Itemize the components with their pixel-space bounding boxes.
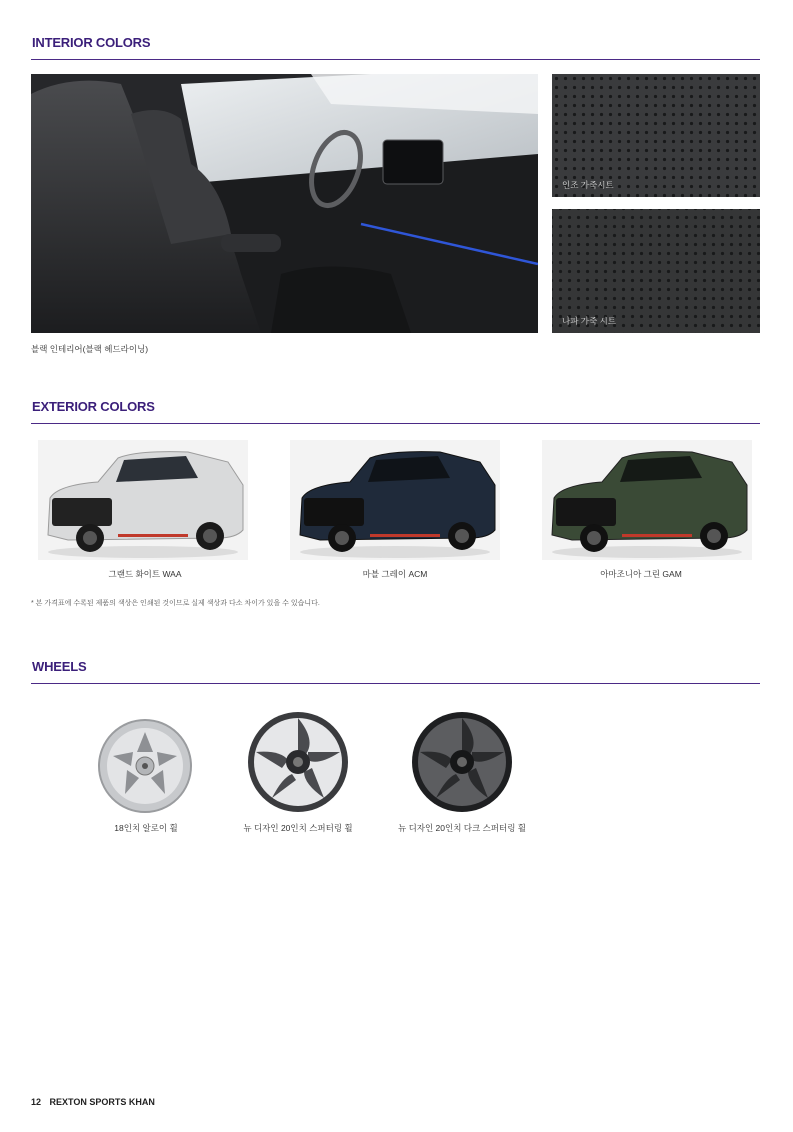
leather-swatch-synthetic [552, 74, 760, 197]
wheel-label: 뉴 디자인 20인치 다크 스퍼터링 휠 [397, 823, 527, 833]
swatch-label: 나파 가죽 시트 [562, 316, 616, 326]
car-image-white [38, 440, 248, 560]
color-disclaimer: * 본 가격표에 수록된 제품의 색상은 인쇄된 것이므로 실제 색상과 다소 차이가 있을 수 있습니다. [31, 600, 320, 607]
wheel-label: 18인치 알로이 휠 [114, 823, 178, 833]
page-number: 12 [31, 1097, 42, 1107]
exterior-divider [31, 423, 760, 424]
car-color-label: 그랜드 화이트 WAA [108, 569, 182, 579]
car-image-grey [290, 440, 500, 560]
interior-photo-caption: 블랙 인테리어(블랙 헤드라이닝) [31, 344, 149, 354]
footer-title: REXTON SPORTS KHAN [49, 1097, 155, 1107]
wheels-section-title: WHEELS [32, 659, 87, 674]
swatch-label: 인조 가죽시트 [562, 180, 614, 190]
page-footer [31, 1097, 155, 1107]
wheel-image-20-sputtering [246, 710, 350, 819]
interior-divider [31, 59, 760, 60]
car-color-label: 마블 그레이 ACM [362, 569, 428, 579]
wheel-image-18-alloy [97, 718, 193, 819]
wheel-label: 뉴 디자인 20인치 스퍼터링 휠 [243, 823, 353, 833]
leather-swatch-nappa [552, 209, 760, 333]
exterior-section-title: EXTERIOR COLORS [32, 399, 155, 414]
wheels-divider [31, 683, 760, 684]
interior-section-title: INTERIOR COLORS [32, 35, 151, 50]
car-image-green [542, 440, 752, 560]
wheel-image-20-dark-sputtering [410, 710, 514, 819]
car-color-label: 아마조니아 그린 GAM [600, 569, 682, 579]
interior-photo [31, 74, 538, 333]
